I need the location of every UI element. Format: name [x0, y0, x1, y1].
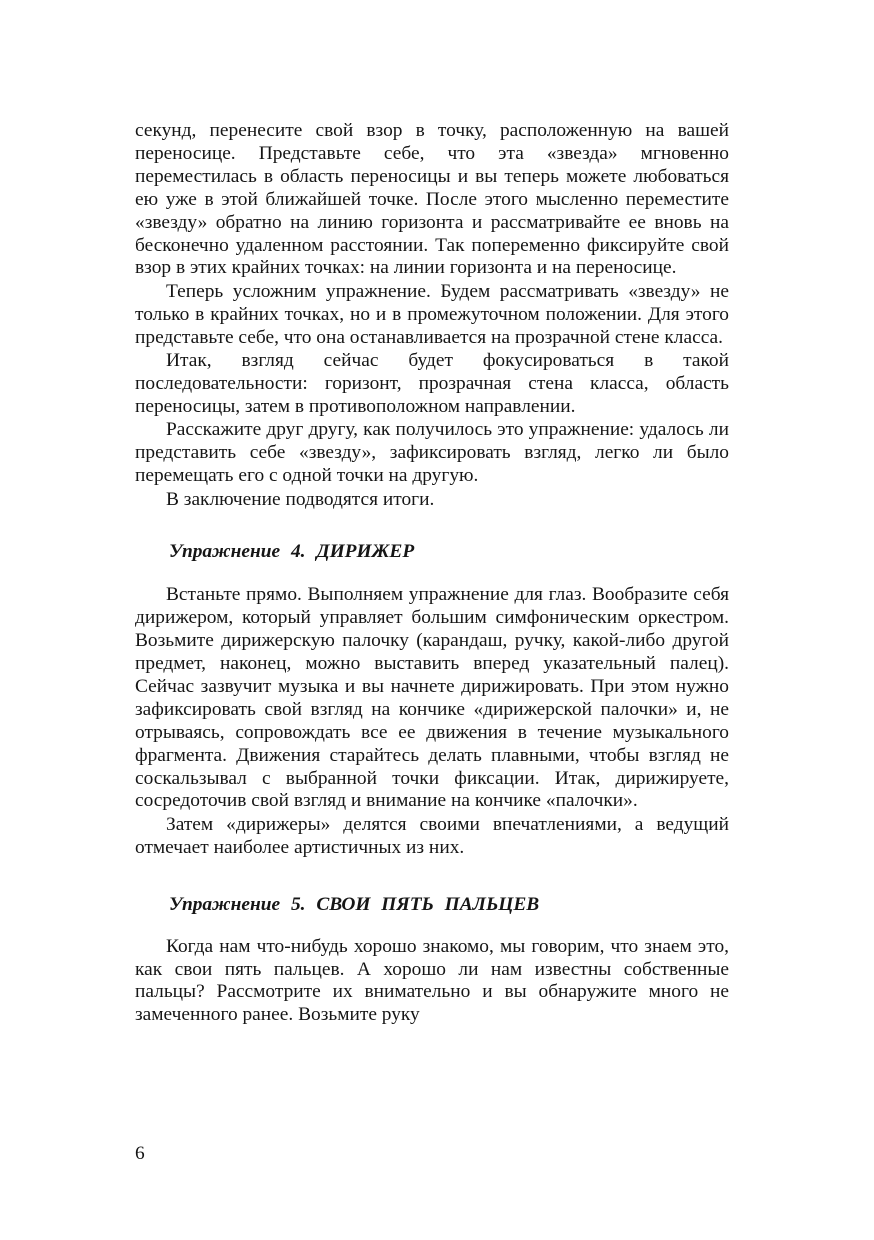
paragraph: Затем «дирижеры» делятся своими впечатлениями, а ведущий отмечает наиболее артистичных из них.: [135, 813, 729, 858]
paragraph: Теперь усложним упражнение. Будем рассматривать «звезду» не только в крайних точках, но и в промежуточном положении. Для этого представьте себе, что она останавливается на прозрачной стене класса.: [135, 280, 729, 348]
paragraph: Когда нам что-нибудь хорошо знакомо, мы говорим, что знаем это, как свои пять пальцев. А хорошо ли нам известны собственные пальцы? Рассмотрите их внимательно и вы обнаружите много не замеченного ранее. Возьмите руку: [135, 935, 729, 1026]
page-body: [135, 120, 729, 1027]
exercise-4-heading: Упражнение 4. ДИРИЖЕР: [169, 541, 415, 563]
paragraph: Встаньте прямо. Выполняем упражнение для глаз. Вообразите себя дирижером, который управляет большим симфоническим оркестром. Возьмите дирижерскую палочку (карандаш, ручку, какой-либо другой предмет, наконец, можно выставить вперед указательный палец). Сейчас зазвучит музыка и вы начнете дирижировать. При этом нужно зафиксировать свой взгляд на кончике «дирижерской палочки» и, не отрываясь, сопровождать все ее движения в течение музыкального фрагмента. Движения старайтесь делать плавными, чтобы взгляд не соскальзывал с выбранной точки фиксации. Итак, дирижируете, сосредоточив свой взгляд и внимание на кончике «палочки».: [135, 584, 729, 812]
page-number: 6: [135, 1143, 145, 1164]
paragraph: Расскажите друг другу, как получилось это упражнение: удалось ли представить себе «звезду», зафиксировать взгляд, легко ли было перемещать его с одной точки на другую.: [135, 419, 729, 487]
paragraph: В заключение подводятся итоги.: [166, 488, 435, 510]
paragraph: секунд, перенесите свой взор в точку, расположенную на вашей переносице. Представьте себе, что эта «звезда» мгновенно переместилась в область переносицы и вы теперь можете любоваться ею уже в этой ближайшей точке. После этого мысленно переместите «звезду» обратно на линию горизонта и рассматривайте ее вновь на бесконечно удаленном расстоянии. Так попеременно фиксируйте свой взор в этих крайних точках: на линии горизонта и на переносице.: [135, 120, 729, 279]
paragraph: Итак, взгляд сейчас будет фокусироваться в такой последовательности: горизонт, прозрачная стена класса, область переносицы, затем в противоположном направлении.: [135, 350, 729, 417]
exercise-5-heading: Упражнение 5. СВОИ ПЯТЬ ПАЛЬЦЕВ: [169, 893, 540, 915]
